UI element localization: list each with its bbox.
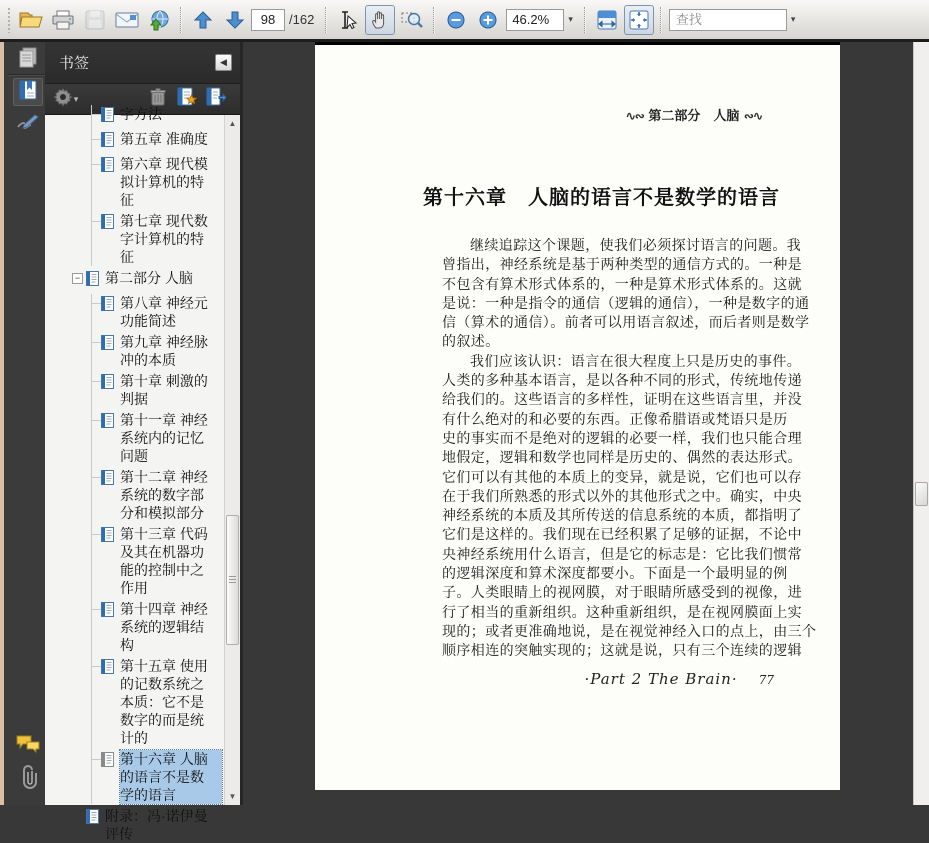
running-header bbox=[626, 105, 762, 124]
bookmarks-panel-title: 书签 bbox=[59, 55, 90, 72]
tree-connector bbox=[92, 381, 101, 382]
bookmark-page-icon bbox=[101, 296, 115, 316]
save-floppy-icon bbox=[85, 10, 105, 30]
bookmark-page-icon bbox=[101, 374, 115, 394]
tree-connector bbox=[92, 477, 101, 478]
toolbar-separator bbox=[584, 7, 586, 33]
bookmarks-list bbox=[45, 106, 240, 842]
toolbar-separator bbox=[660, 7, 662, 33]
bookmark-item[interactable] bbox=[92, 525, 240, 597]
tab-signatures[interactable] bbox=[13, 110, 43, 138]
text-line: 的逻辑深度和算术深度都要小。下面是一个最明显的例 bbox=[442, 566, 788, 583]
folder-open-icon bbox=[19, 10, 43, 30]
share-web-button[interactable] bbox=[144, 5, 174, 35]
text-line: 史的事实而不是绝对的逻辑的必要一样，我们也只能合理 bbox=[442, 430, 802, 447]
text-line: 地假定，逻辑和数学也同样是历史的、偶然的表达形式。 bbox=[442, 450, 802, 467]
bookmark-label: 第七章 现代数 字计算机的特 征 bbox=[120, 213, 208, 265]
zoom-out-button[interactable] bbox=[441, 5, 471, 35]
collapse-left-icon: ◀ bbox=[220, 57, 227, 67]
text-line: 行了相当的重新组织。这种重新组织，是在视网膜面上实 bbox=[442, 604, 802, 621]
bookmark-page-icon bbox=[101, 527, 115, 547]
chevron-down-icon[interactable]: ▾ bbox=[568, 14, 573, 24]
bookmarks-scrollbar[interactable] bbox=[224, 115, 240, 805]
pages-icon bbox=[18, 47, 38, 74]
zoom-level-combobox[interactable] bbox=[506, 9, 564, 31]
paragraph bbox=[442, 237, 810, 353]
bookmark-item[interactable] bbox=[92, 105, 240, 127]
envelope-icon bbox=[115, 11, 139, 29]
bookmark-label: 第十六章 人脑 的语言不是数 学的语言 bbox=[120, 750, 222, 804]
ornament-right: ∾∿ bbox=[743, 109, 762, 123]
paperclip-icon bbox=[18, 766, 38, 795]
bookmark-item[interactable] bbox=[92, 294, 240, 330]
tree-connector bbox=[92, 114, 101, 115]
bookmarks-icon bbox=[18, 79, 38, 106]
bookmark-item[interactable] bbox=[72, 269, 240, 291]
bookmark-label: 第十一章 神经 系统内的记忆 问题 bbox=[120, 412, 208, 464]
text-line: 给我们的。这些语言的多样性，证明在这些语言里，并没 bbox=[442, 392, 802, 409]
select-tool-button[interactable] bbox=[333, 5, 363, 35]
text-line: 神经系统的本质及其所传送的信息系统的本质，都指明了 bbox=[442, 508, 802, 525]
bookmark-page-icon bbox=[86, 809, 100, 829]
text-line: 人类的多种基本语言，是以各种不同的形式，传统地传递 bbox=[442, 373, 802, 390]
scroll-up-icon[interactable]: ▲ bbox=[228, 119, 237, 128]
open-file-button[interactable] bbox=[16, 5, 46, 35]
tree-connector bbox=[92, 221, 101, 222]
text-line: 我们应该认识：语言在很大程度上只是历史的事件。 bbox=[470, 353, 802, 370]
text-line: 不包含有算术形式体系的，一种是算术形式体系的。这就 bbox=[442, 276, 802, 293]
bookmark-page-icon bbox=[86, 271, 100, 291]
bookmark-label: 第六章 现代模 拟计算机的特 征 bbox=[120, 156, 208, 208]
bookmark-label: 第十四章 神经 系统的逻辑结 构 bbox=[120, 601, 208, 653]
ornament-left: ∿∾ bbox=[625, 109, 644, 123]
tab-comments[interactable] bbox=[13, 732, 43, 760]
bookmark-item[interactable] bbox=[92, 411, 240, 465]
bookmark-item[interactable] bbox=[92, 212, 240, 266]
text-line: 有什么绝对的和必要的东西。正像希腊语或梵语只是历 bbox=[442, 411, 788, 428]
bookmark-item[interactable] bbox=[92, 600, 240, 654]
bookmark-item[interactable] bbox=[92, 372, 240, 408]
text-line: 继续追踪这个课题，使我们必须探讨语言的问题。我 bbox=[470, 238, 802, 254]
minus-circle-icon bbox=[447, 11, 465, 29]
fit-page-button[interactable] bbox=[624, 5, 654, 35]
bookmark-label: 第九章 神经脉 冲的本质 bbox=[120, 334, 208, 368]
bookmark-label: 第十二章 神经 系统的数字部 分和模拟部分 bbox=[120, 469, 208, 521]
tree-connector bbox=[92, 303, 101, 304]
toolbar-separator bbox=[325, 7, 327, 33]
tree-connector bbox=[92, 609, 101, 610]
bookmarks-panel-header bbox=[45, 42, 240, 84]
bookmark-page-icon bbox=[101, 107, 115, 127]
email-button[interactable] bbox=[112, 5, 142, 35]
page-number-input[interactable] bbox=[251, 9, 285, 31]
tab-page-thumbnails[interactable] bbox=[13, 46, 43, 74]
bookmark-page-icon bbox=[101, 132, 115, 152]
hand-tool-button[interactable] bbox=[365, 5, 395, 35]
navigation-tab-strip bbox=[0, 42, 45, 805]
bookmark-page-icon bbox=[101, 335, 115, 355]
bookmark-item[interactable] bbox=[92, 750, 240, 804]
printer-icon bbox=[52, 10, 74, 30]
bookmark-page-icon bbox=[101, 602, 115, 622]
print-button[interactable] bbox=[48, 5, 78, 35]
toolbar-separator bbox=[180, 7, 182, 33]
bookmark-label: 附录：冯·诺伊曼 评传 bbox=[105, 808, 208, 842]
fit-width-icon bbox=[596, 9, 618, 31]
up-arrow-icon bbox=[193, 10, 213, 30]
tree-connector bbox=[92, 164, 101, 165]
bookmark-item[interactable] bbox=[92, 657, 240, 747]
chapter-title: 第十六章 人脑的语言不是数学的语言 bbox=[423, 185, 780, 209]
tree-connector bbox=[92, 420, 101, 421]
tab-bookmarks[interactable] bbox=[13, 78, 43, 106]
comments-icon bbox=[15, 734, 41, 759]
magnifier-icon bbox=[401, 10, 423, 30]
running-header-text: 第二部分 人脑 bbox=[648, 109, 740, 124]
tree-connector bbox=[92, 534, 101, 535]
document-scrollbar[interactable] bbox=[913, 42, 929, 805]
text-line: 它们可以有其他的本质上的变异，就是说，它们也可以存 bbox=[442, 469, 802, 486]
fit-width-button[interactable] bbox=[592, 5, 622, 35]
plus-circle-icon bbox=[479, 11, 497, 29]
page-total-label: /162 bbox=[289, 12, 315, 27]
globe-upload-icon bbox=[148, 9, 170, 31]
text-line: 在于我们所熟悉的形式以外的其他形式之中。确实，中央 bbox=[442, 488, 802, 505]
find-input[interactable] bbox=[669, 9, 787, 31]
text-select-icon bbox=[338, 10, 358, 30]
text-line: 信（算术的通信）。前者可以用语言叙述，而后者则是数学 bbox=[442, 315, 810, 332]
bookmark-label: 第二部分 人脑 bbox=[105, 270, 193, 286]
bookmark-label: 第十章 刺激的 判据 bbox=[120, 373, 208, 407]
footer-part-label: ·Part 2 The Brain· bbox=[584, 670, 738, 688]
footer-page-number: 77 bbox=[758, 673, 774, 687]
zoom-marquee-button[interactable] bbox=[397, 5, 427, 35]
tree-connector bbox=[92, 666, 101, 667]
tab-attachments[interactable] bbox=[13, 766, 43, 794]
page-footer bbox=[442, 669, 774, 688]
text-line: 是说：一种是指令的通信（逻辑的通信），一种是数字的通 bbox=[442, 295, 810, 312]
fit-page-icon bbox=[628, 9, 650, 31]
collapse-panel-button[interactable] bbox=[215, 54, 232, 71]
paragraph bbox=[442, 353, 817, 662]
bookmarks-panel bbox=[45, 42, 243, 842]
save-button[interactable] bbox=[80, 5, 110, 35]
tree-connector bbox=[92, 759, 101, 760]
bookmark-label: 字方法 bbox=[120, 106, 162, 122]
text-line: 顺序相连的突触实现的；这就是说，只有三个连续的逻辑 bbox=[442, 643, 802, 660]
bookmark-label: 第五章 准确度 bbox=[120, 131, 208, 147]
bookmark-page-icon bbox=[101, 157, 115, 177]
zoom-level-value: 46.2% bbox=[512, 12, 550, 27]
page-body-text bbox=[442, 237, 817, 662]
bookmark-page-icon bbox=[101, 413, 115, 433]
bookmark-item[interactable] bbox=[92, 333, 240, 369]
text-line: 的叙述。 bbox=[442, 334, 500, 351]
zoom-in-button[interactable] bbox=[473, 5, 503, 35]
bookmark-label: 第十五章 使用 的记数系统之 本质：它不是 数字的而是统 计的 bbox=[120, 658, 208, 746]
bookmarks-scrollbar-thumb[interactable] bbox=[226, 515, 239, 645]
hand-icon bbox=[370, 10, 390, 30]
collapse-toggle-icon[interactable]: − bbox=[72, 273, 83, 284]
document-scrollbar-thumb[interactable] bbox=[915, 482, 928, 506]
bookmark-item[interactable] bbox=[72, 807, 240, 843]
pdf-page bbox=[315, 42, 840, 790]
tree-connector bbox=[92, 342, 101, 343]
text-line: 曾指出，神经系统是基于两种类型的通信方式的。一种是 bbox=[442, 257, 802, 274]
tree-connector bbox=[92, 139, 101, 140]
document-view[interactable] bbox=[243, 42, 913, 805]
chevron-down-icon: ▾ bbox=[73, 93, 79, 104]
text-line: 央神经系统用什么语言，但是它的标志是：它比我们惯常 bbox=[442, 546, 802, 563]
bookmark-page-icon bbox=[101, 659, 115, 679]
bookmark-page-icon bbox=[101, 752, 115, 772]
bookmark-item[interactable] bbox=[92, 468, 240, 522]
bookmark-label: 第十三章 代码 及其在机器功 能的控制中之 作用 bbox=[120, 526, 208, 596]
text-line: 现的；或者更准确地说，是在视觉神经入口的点上，由三个 bbox=[442, 623, 817, 640]
previous-page-button[interactable] bbox=[188, 5, 218, 35]
scroll-down-icon[interactable]: ▼ bbox=[228, 792, 237, 801]
next-page-button[interactable] bbox=[220, 5, 250, 35]
bookmark-item[interactable] bbox=[92, 155, 240, 209]
chevron-down-icon[interactable]: ▾ bbox=[790, 14, 796, 24]
bookmark-group bbox=[91, 105, 240, 266]
bookmark-label: 第八章 神经元 功能简述 bbox=[120, 295, 208, 329]
bookmark-group bbox=[91, 294, 240, 804]
main-toolbar bbox=[0, 0, 929, 42]
text-line: 子。人类眼睛上的视网膜，对于眼睛所感受到的视像，进 bbox=[442, 585, 802, 602]
bookmark-item[interactable] bbox=[92, 130, 240, 152]
toolbar-separator bbox=[433, 7, 435, 33]
text-line: 它们是这样的。我们现在已经积累了足够的证据，不论中 bbox=[442, 527, 802, 544]
signature-pen-icon bbox=[16, 113, 40, 136]
down-arrow-icon bbox=[225, 10, 245, 30]
bookmark-page-icon bbox=[101, 470, 115, 490]
bookmark-page-icon bbox=[101, 214, 115, 234]
toolbar-grip bbox=[7, 7, 12, 33]
divider bbox=[8, 74, 45, 76]
